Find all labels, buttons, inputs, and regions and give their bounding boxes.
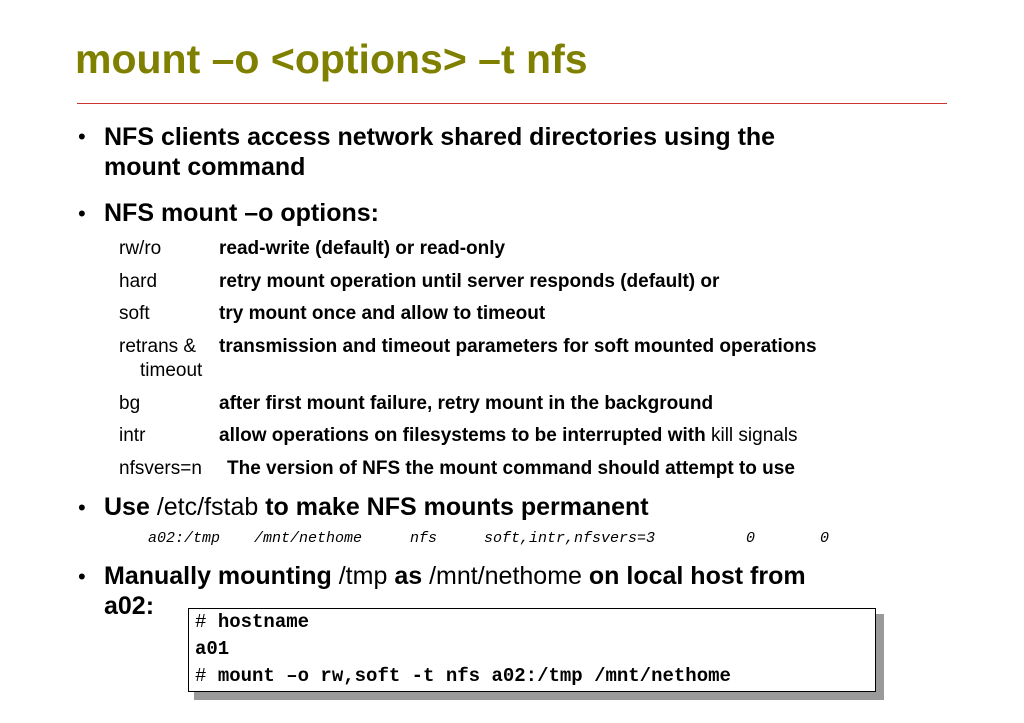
option-description — [219, 425, 798, 447]
slide-title: mount –o <options> –t nfs — [75, 36, 588, 82]
option-name: rw/ro — [119, 238, 162, 259]
option-name: bg — [119, 393, 141, 414]
option-description: transmission and timeout parameters for soft mounted operations — [219, 336, 817, 357]
option-description: retry mount operation until server responds (default) or — [219, 271, 720, 292]
bullet-1 — [104, 122, 775, 182]
console-prompt: # — [195, 611, 218, 633]
option-name: intr — [119, 425, 146, 446]
option-description: read-write (default) or read-only — [219, 238, 506, 259]
bullet-3-part-1: Use — [104, 493, 150, 521]
bullet-4-part-1: Manually mounting — [104, 562, 332, 590]
bullet-3-part-3: to make NFS mounts permanent — [265, 493, 649, 521]
bullet-4-line-1 — [104, 561, 806, 591]
fstab-mountpoint: /mnt/nethome — [254, 530, 363, 547]
bullet-dot: • — [78, 564, 86, 589]
bullet-2: NFS mount –o options: — [104, 199, 379, 227]
bullet-4-part-5: on local host from — [588, 562, 806, 590]
option-description-tail: kill signals — [710, 425, 798, 446]
bullet-dot: • — [78, 124, 86, 149]
console-box — [188, 608, 876, 692]
fstab-type: nfs — [410, 530, 438, 547]
fstab-options: soft,intr,nfsvers=3 — [484, 530, 656, 547]
console-prompt: # — [195, 665, 218, 687]
option-name-continued: timeout — [140, 360, 203, 381]
console-command: mount –o rw,soft -t nfs a02:/tmp /mnt/nethome — [217, 665, 731, 687]
bullet-4-line-2: a02: — [104, 592, 155, 620]
bullet-3-path: /etc/fstab — [156, 493, 259, 521]
option-description-bold: allow operations on filesystems to be interrupted with — [219, 425, 706, 446]
bullet-dot: • — [78, 201, 86, 226]
fstab-dump: 0 — [746, 530, 756, 547]
option-name: retrans & — [119, 336, 197, 357]
option-description: after first mount failure, retry mount in the background — [219, 393, 714, 414]
fstab-pass: 0 — [820, 530, 830, 547]
console-output: a01 — [195, 638, 230, 660]
fstab-device: a02:/tmp — [148, 530, 221, 547]
option-name: soft — [119, 303, 150, 324]
console-line — [195, 609, 875, 636]
title-divider — [77, 103, 947, 104]
option-name: nfsvers=n — [119, 458, 202, 479]
option-description: The version of NFS the mount command should attempt to use — [227, 458, 795, 479]
bullet-1-line-1: NFS clients access network shared directories using the — [104, 123, 776, 151]
bullet-4-target-path: /mnt/nethome — [429, 562, 582, 590]
bullet-4-part-3: as — [394, 562, 423, 590]
option-description: try mount once and allow to timeout — [219, 303, 546, 324]
bullet-4-source-path: /tmp — [338, 562, 388, 590]
console-command: hostname — [217, 611, 310, 633]
bullet-3 — [104, 492, 649, 522]
bullet-dot: • — [78, 495, 86, 520]
console-line — [195, 663, 875, 690]
bullet-1-line-2: mount command — [104, 153, 306, 181]
option-name: hard — [119, 271, 158, 292]
